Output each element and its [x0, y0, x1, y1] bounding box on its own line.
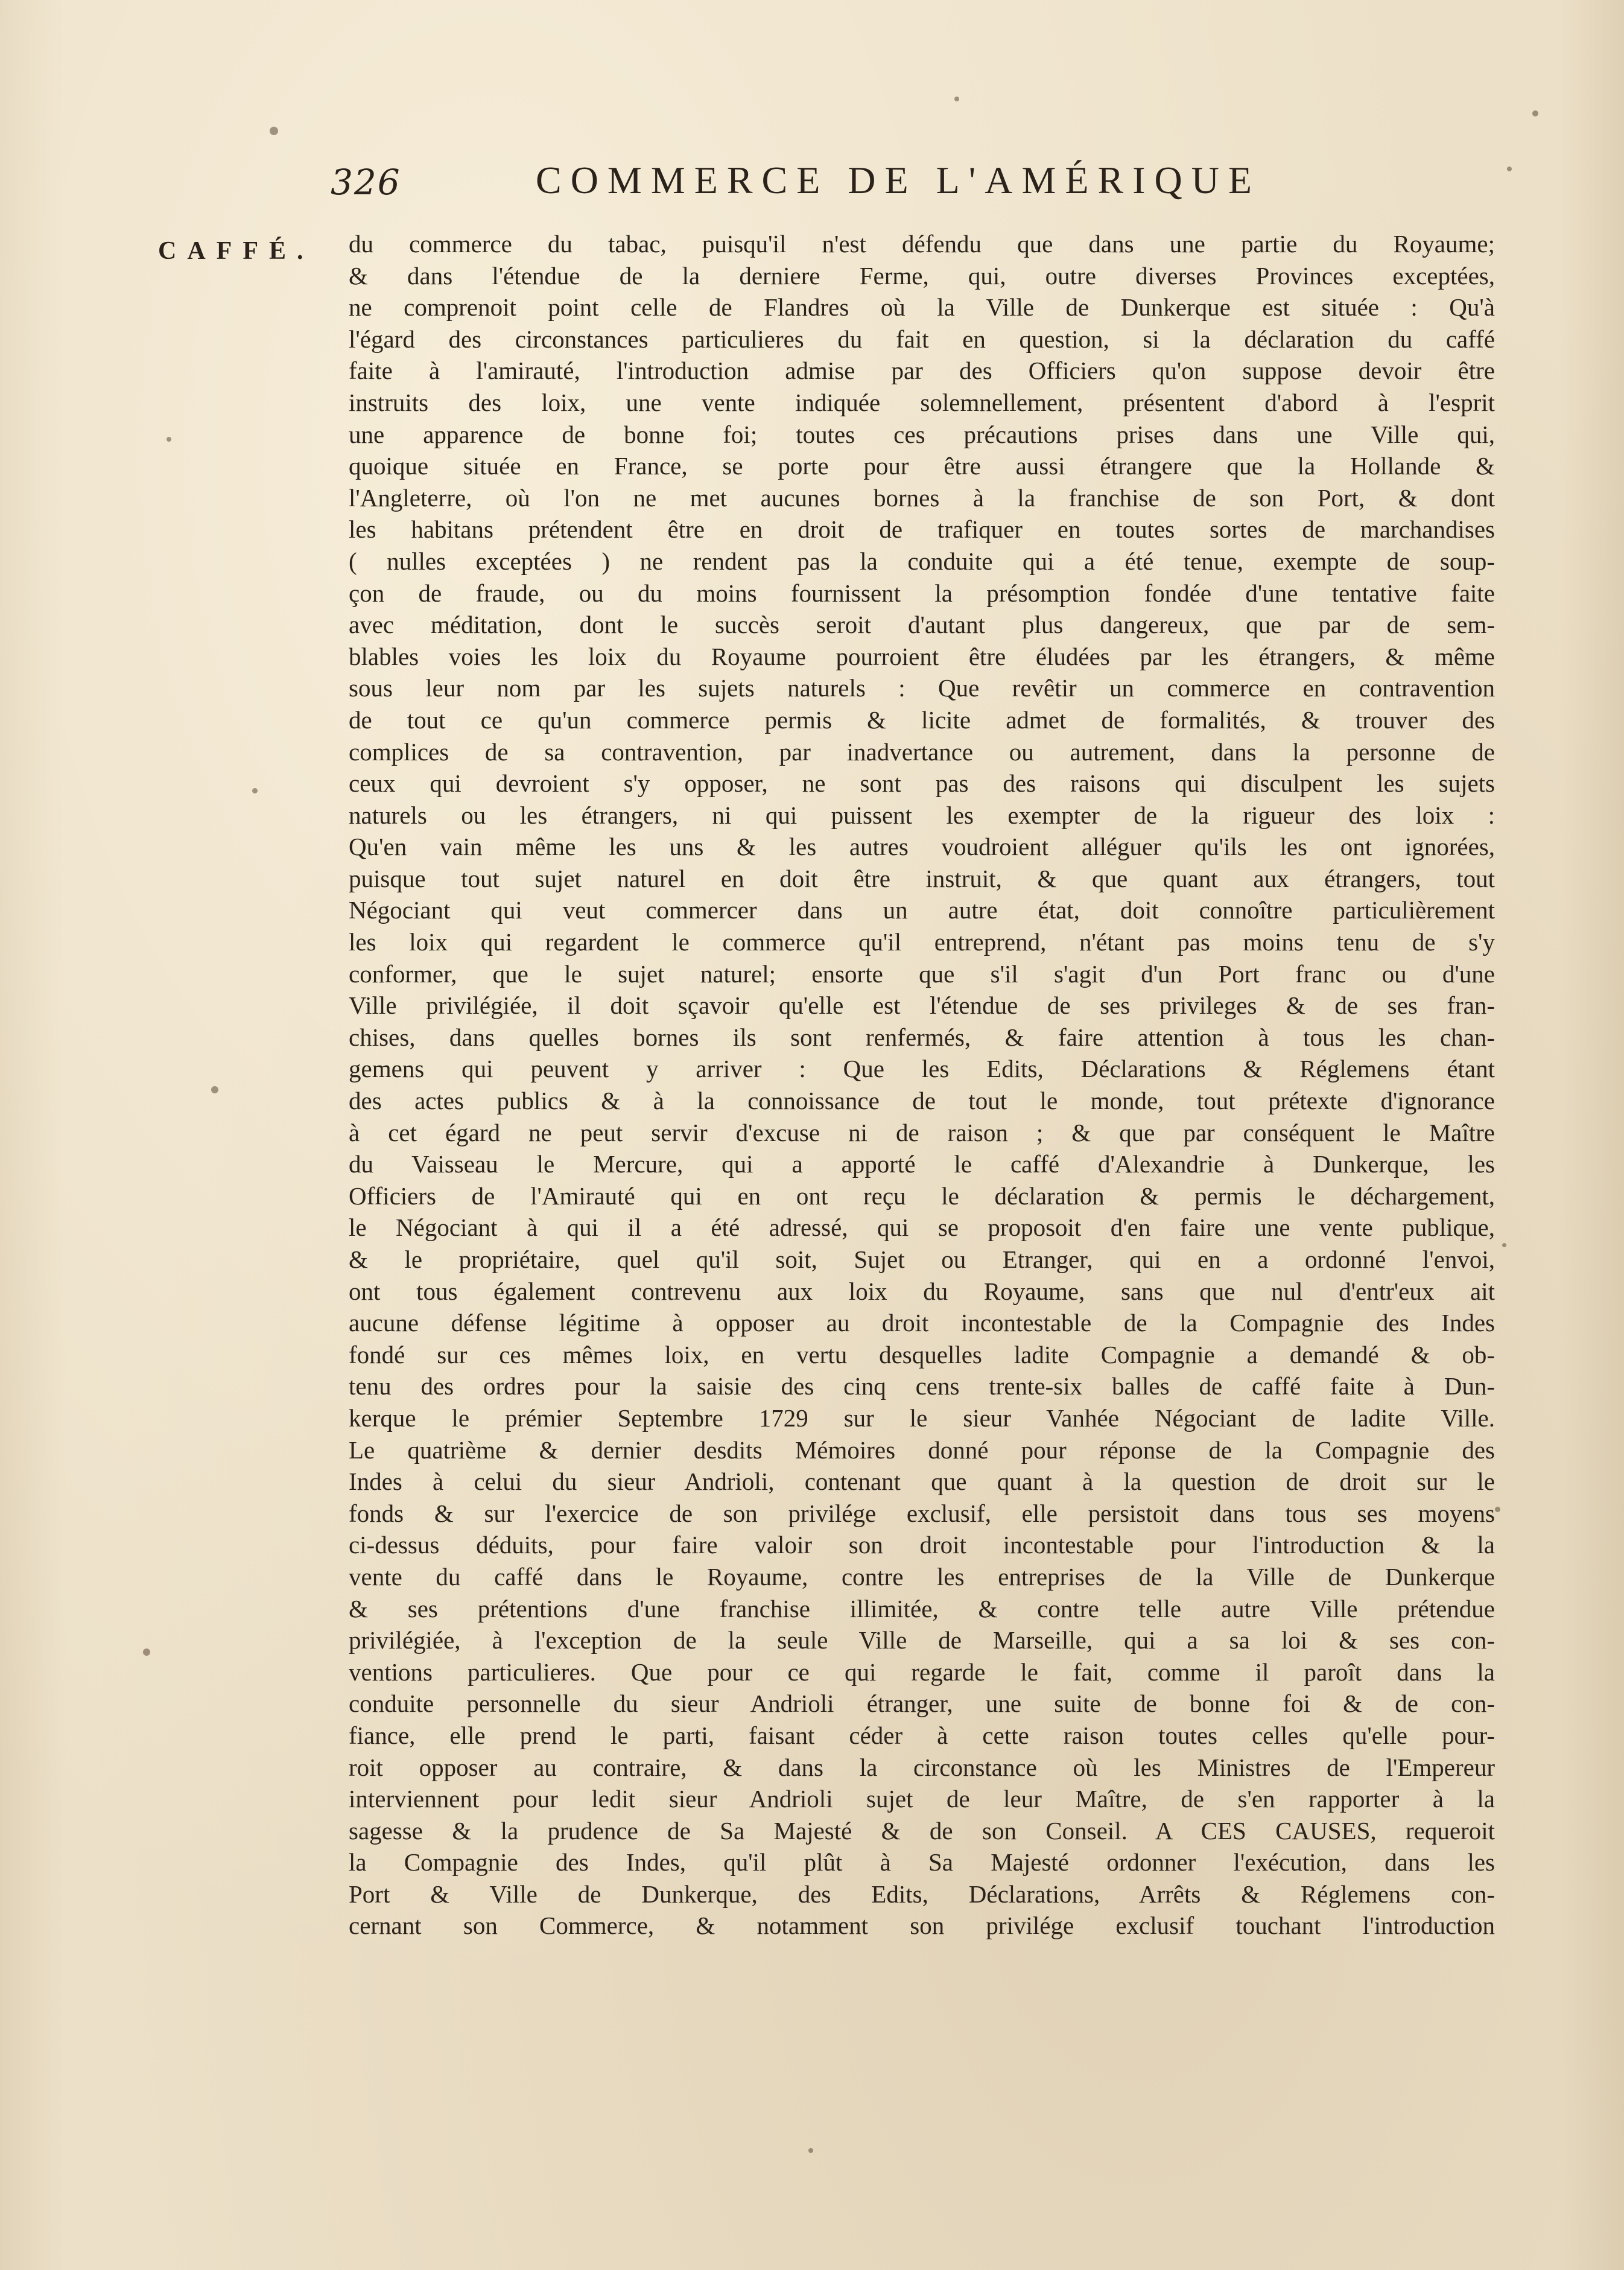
text-line: complices de sa contravention, par inadvertance ou autrement, dans la personne de	[349, 737, 1495, 766]
text-line: interviennent pour ledit sieur Andrioli sujet de leur Maître, de s'en rapporter à la	[349, 1785, 1495, 1813]
text-line: quoique située en France, se porte pour être aussi étrangere que la Hollande &	[349, 452, 1495, 480]
text-line: ( nulles exceptées ) ne rendent pas la conduite qui a été tenue, exempte de soup-	[349, 547, 1495, 575]
text-line: ne comprenoit point celle de Flandres où la Ville de Dunkerque est située : Qu'à	[349, 293, 1495, 322]
paper-speck	[252, 788, 258, 793]
paper-speck	[211, 1086, 218, 1093]
text-line: Négociant qui veut commercer dans un autre état, doit connoître particulièrement	[349, 896, 1495, 924]
text-line: le Négociant à qui il a été adressé, qui se proposoit d'en faire une vente publique,	[349, 1213, 1495, 1242]
text-line: & le propriétaire, quel qu'il soit, Sujet ou Etranger, qui en a ordonné l'envoi,	[349, 1245, 1495, 1273]
text-line: de tout ce qu'un commerce permis & licite admet de formalités, & trouver des	[349, 705, 1495, 734]
paper-speck	[167, 437, 171, 442]
text-line: avec méditation, dont le succès seroit d'autant plus dangereux, que par de sem-	[349, 611, 1495, 639]
paper-speck	[808, 2148, 813, 2153]
page-header	[331, 156, 1344, 210]
paper-speck	[1532, 110, 1538, 116]
text-line: ventions particulieres. Que pour ce qui regarde le fait, comme il paroît dans la	[349, 1658, 1495, 1686]
text-line: les habitans prétendent être en droit de trafiquer en toutes sortes de marchandises	[349, 515, 1495, 544]
text-line: çon de fraude, ou du moins fournissent la présomption fondée d'une tentative faite	[349, 579, 1495, 607]
text-line: Indes à celui du sieur Andrioli, contenant que quant à la question de droit sur le	[349, 1467, 1495, 1496]
page-number: 326	[331, 162, 401, 203]
text-line: naturels ou les étrangers, ni qui puissent les exempter de la rigueur des loix :	[349, 801, 1495, 829]
text-line: ceux qui devroient s'y opposer, ne sont pas des raisons qui disculpent les sujets	[349, 769, 1495, 798]
paper-speck	[1507, 167, 1512, 171]
paper-speck	[1495, 1507, 1500, 1512]
text-line: Officiers de l'Amirauté qui en ont reçu le déclaration & permis le déchargement,	[349, 1181, 1495, 1210]
text-line: & dans l'étendue de la derniere Ferme, qui, outre diverses Provinces exceptées,	[349, 261, 1495, 290]
text-line: privilégiée, à l'exception de la seule Ville de Marseille, qui a sa loi & ses con-	[349, 1626, 1495, 1655]
text-line: du commerce du tabac, puisqu'il n'est défendu que dans une partie du Royaume;	[349, 230, 1495, 258]
text-line: Le quatrième & dernier desdits Mémoires donné pour réponse de la Compagnie des	[349, 1435, 1495, 1464]
text-line: gemens qui peuvent y arriver : Que les Edits, Déclarations & Réglemens étant	[349, 1055, 1495, 1083]
text-line: fiance, elle prend le parti, faisant céder à cette raison toutes celles qu'elle pour-	[349, 1721, 1495, 1749]
text-line: roit opposer au contraire, & dans la circonstance où les Ministres de l'Empereur	[349, 1753, 1495, 1781]
text-line: sous leur nom par les sujets naturels : Que revêtir un commerce en contravention	[349, 674, 1495, 702]
text-line: faite à l'amirauté, l'introduction admise par des Officiers qu'on suppose devoir être	[349, 357, 1495, 385]
text-line: conduite personnelle du sieur Andrioli étranger, une suite de bonne foi & de con-	[349, 1690, 1495, 1718]
text-line: du Vaisseau le Mercure, qui a apporté le caffé d'Alexandrie à Dunkerque, les	[349, 1150, 1495, 1178]
text-line: conformer, que le sujet naturel; ensorte que s'il s'agit d'un Port franc ou d'une	[349, 959, 1495, 988]
paper-speck	[1502, 1243, 1506, 1247]
paper-speck	[270, 127, 278, 135]
text-line: tenu des ordres pour la saisie des cinq cens trente-six balles de caffé faite à Dun-	[349, 1372, 1495, 1400]
text-line: l'égard des circonstances particulieres du fait en question, si la déclaration du caffé	[349, 325, 1495, 353]
body-text	[349, 228, 1495, 1942]
text-line: kerque le prémier Septembre 1729 sur le sieur Vanhée Négociant de ladite Ville.	[349, 1404, 1495, 1432]
running-title: COMMERCE DE L'AMÉRIQUE	[536, 159, 1261, 202]
text-line: une apparence de bonne foi; toutes ces précautions prises dans une Ville qui,	[349, 420, 1495, 448]
text-line: vente du caffé dans le Royaume, contre les entreprises de la Ville de Dunkerque	[349, 1562, 1495, 1591]
text-line: la Compagnie des Indes, qu'il plût à Sa Majesté ordonner l'exécution, dans les	[349, 1848, 1495, 1877]
text-line: Ville privilégiée, il doit sçavoir qu'elle est l'étendue de ses privileges & de ses fran-	[349, 991, 1495, 1020]
text-line: l'Angleterre, où l'on ne met aucunes bornes à la franchise de son Port, & dont	[349, 483, 1495, 512]
text-line: des actes publics & à la connoissance de tout le monde, tout prétexte d'ignorance	[349, 1087, 1495, 1115]
text-line: instruits des loix, une vente indiquée solemnellement, présentent d'abord à l'esprit	[349, 388, 1495, 416]
paper-speck	[143, 1648, 150, 1656]
marginal-note: CAFFÉ.	[158, 237, 314, 265]
text-line: sagesse & la prudence de Sa Majesté & de son Conseil. A CES CAUSES, requeroit	[349, 1816, 1495, 1845]
text-line: cernant son Commerce, & notamment son privilége exclusif touchant l'introduction	[349, 1912, 1495, 1940]
text-line: blables voies les loix du Royaume pourroient être éludées par les étrangers, & même	[349, 642, 1495, 670]
text-line: à cet égard ne peut servir d'excuse ni de raison ; & que par conséquent le Maître	[349, 1118, 1495, 1146]
text-line: Port & Ville de Dunkerque, des Edits, Déclarations, Arrêts & Réglemens con-	[349, 1880, 1495, 1908]
text-line: fondé sur ces mêmes loix, en vertu desquelles ladite Compagnie a demandé & ob-	[349, 1340, 1495, 1369]
text-line: aucune défense légitime à opposer au droit incontestable de la Compagnie des Indes	[349, 1309, 1495, 1337]
text-line: Qu'en vain même les uns & les autres voudroient alléguer qu'ils les ont ignorées,	[349, 833, 1495, 861]
text-line: chises, dans quelles bornes ils sont renfermés, & faire attention à tous les chan-	[349, 1023, 1495, 1051]
text-line: les loix qui regardent le commerce qu'il entreprend, n'étant pas moins tenu de s'y	[349, 928, 1495, 956]
text-line: & ses prétentions d'une franchise illimitée, & contre telle autre Ville prétendue	[349, 1594, 1495, 1623]
text-line: ont tous également contrevenu aux loix du Royaume, sans que nul d'entr'eux ait	[349, 1277, 1495, 1305]
text-line: puisque tout sujet naturel en doit être instruit, & que quant aux étrangers, tout	[349, 864, 1495, 892]
text-line: ci-dessus déduits, pour faire valoir son droit incontestable pour l'introduction & la	[349, 1531, 1495, 1559]
paper-speck	[954, 97, 959, 101]
text-line: fonds & sur l'exercice de son privilége exclusif, elle persistoit dans tous ses moyens	[349, 1499, 1495, 1527]
